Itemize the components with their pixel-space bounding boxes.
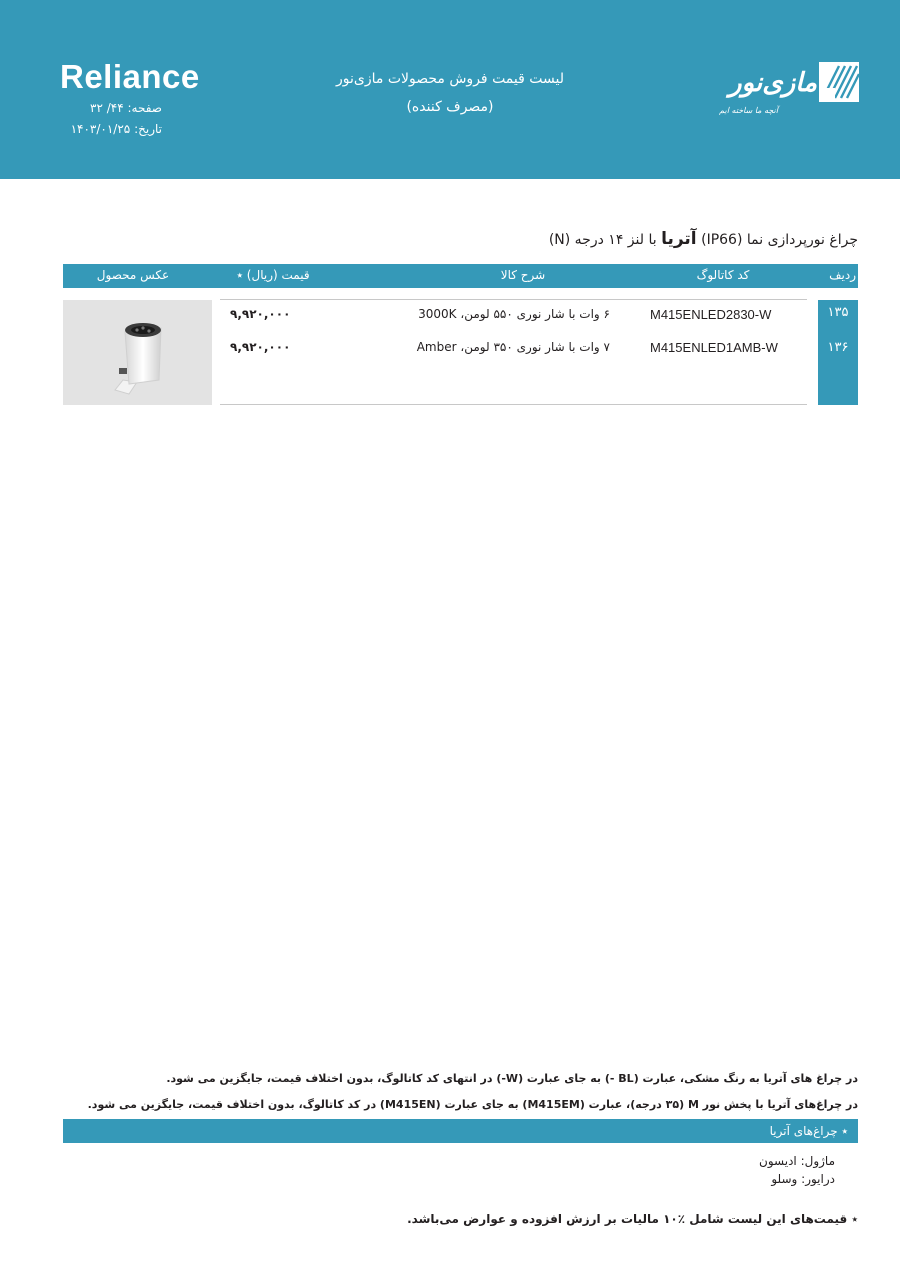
catalog-code: M415ENLED2830-W [650,307,772,322]
logo-wordmark: مازی‌نور [729,68,817,98]
product-family-label: ٭ چراغ‌های آتریا [769,1124,848,1138]
column-header-row: ردیف [829,268,856,282]
note-medium-beam-variant: در چراغ‌های آتریا با پخش نور M (۳۵ درجه)، عبارت (M415EM) به جای عبارت (M415EN) در کد کاتالوگ، بدون اختلاف قیمت، جایگزین می شود. [87,1098,858,1111]
product-photo [63,300,212,405]
column-header-photo: عکس محصول [96,268,170,282]
catalog-code: M415ENLED1AMB-W [650,340,778,355]
product-description: ۷ وات با شار نوری ۳۵۰ لومن، Amber [416,340,610,354]
product-family-bar [63,1119,858,1143]
column-header-description: شرح کالا [500,268,546,282]
table-header [63,264,858,288]
vat-footnote: ٭ قیمت‌های این لیست شامل ٪۱۰ مالیات بر ارزش افزوده و عوارض می‌باشد. [407,1212,858,1226]
column-header-price: قیمت (ریال) ٭ [236,268,310,282]
spotlight-fixture-icon [63,300,212,405]
page-number: صفحه: ۴۴/ ۳۲ [90,101,162,115]
company-logo [719,62,862,124]
document-subtitle: (مصرف کننده) [406,99,494,115]
table-bottom-rule [220,404,807,405]
page-header [0,0,900,179]
spec-driver: درایور: وسلو [771,1172,835,1186]
product-description: ۶ وات با شار نوری ۵۵۰ لومن، 3000K [418,307,610,321]
logo-mark-icon [819,62,859,102]
document-date: تاریخ: ۱۴۰۳/۰۱/۲۵ [70,122,162,136]
product-price: ۹,۹۲۰,۰۰۰ [230,340,291,354]
brand-name: Reliance [60,58,200,95]
product-price: ۹,۹۲۰,۰۰۰ [230,307,291,321]
note-black-variant: در چراغ های آتریا به رنگ مشکی، عبارت (BL -) به جای عبارت (W-) در انتهای کد کاتالوگ، بدون اختلاف قیمت، جایگزین می شود. [166,1072,858,1085]
column-header-code: کد کاتالوگ [696,268,750,282]
section-title: چراغ نورپردازی نما (IP66) آتریا با لنز ۱۴ درجه (N) [548,229,858,249]
row-number: ۱۳۶ [827,340,849,355]
spec-module: ماژول: ادیسون [759,1154,835,1168]
table-top-rule [220,299,807,300]
document-title: لیست قیمت فروش محصولات مازی‌نور [336,71,564,87]
row-number: ۱۳۵ [827,305,849,320]
logo-tagline: آنچه ما ساخته ایم [719,106,778,115]
